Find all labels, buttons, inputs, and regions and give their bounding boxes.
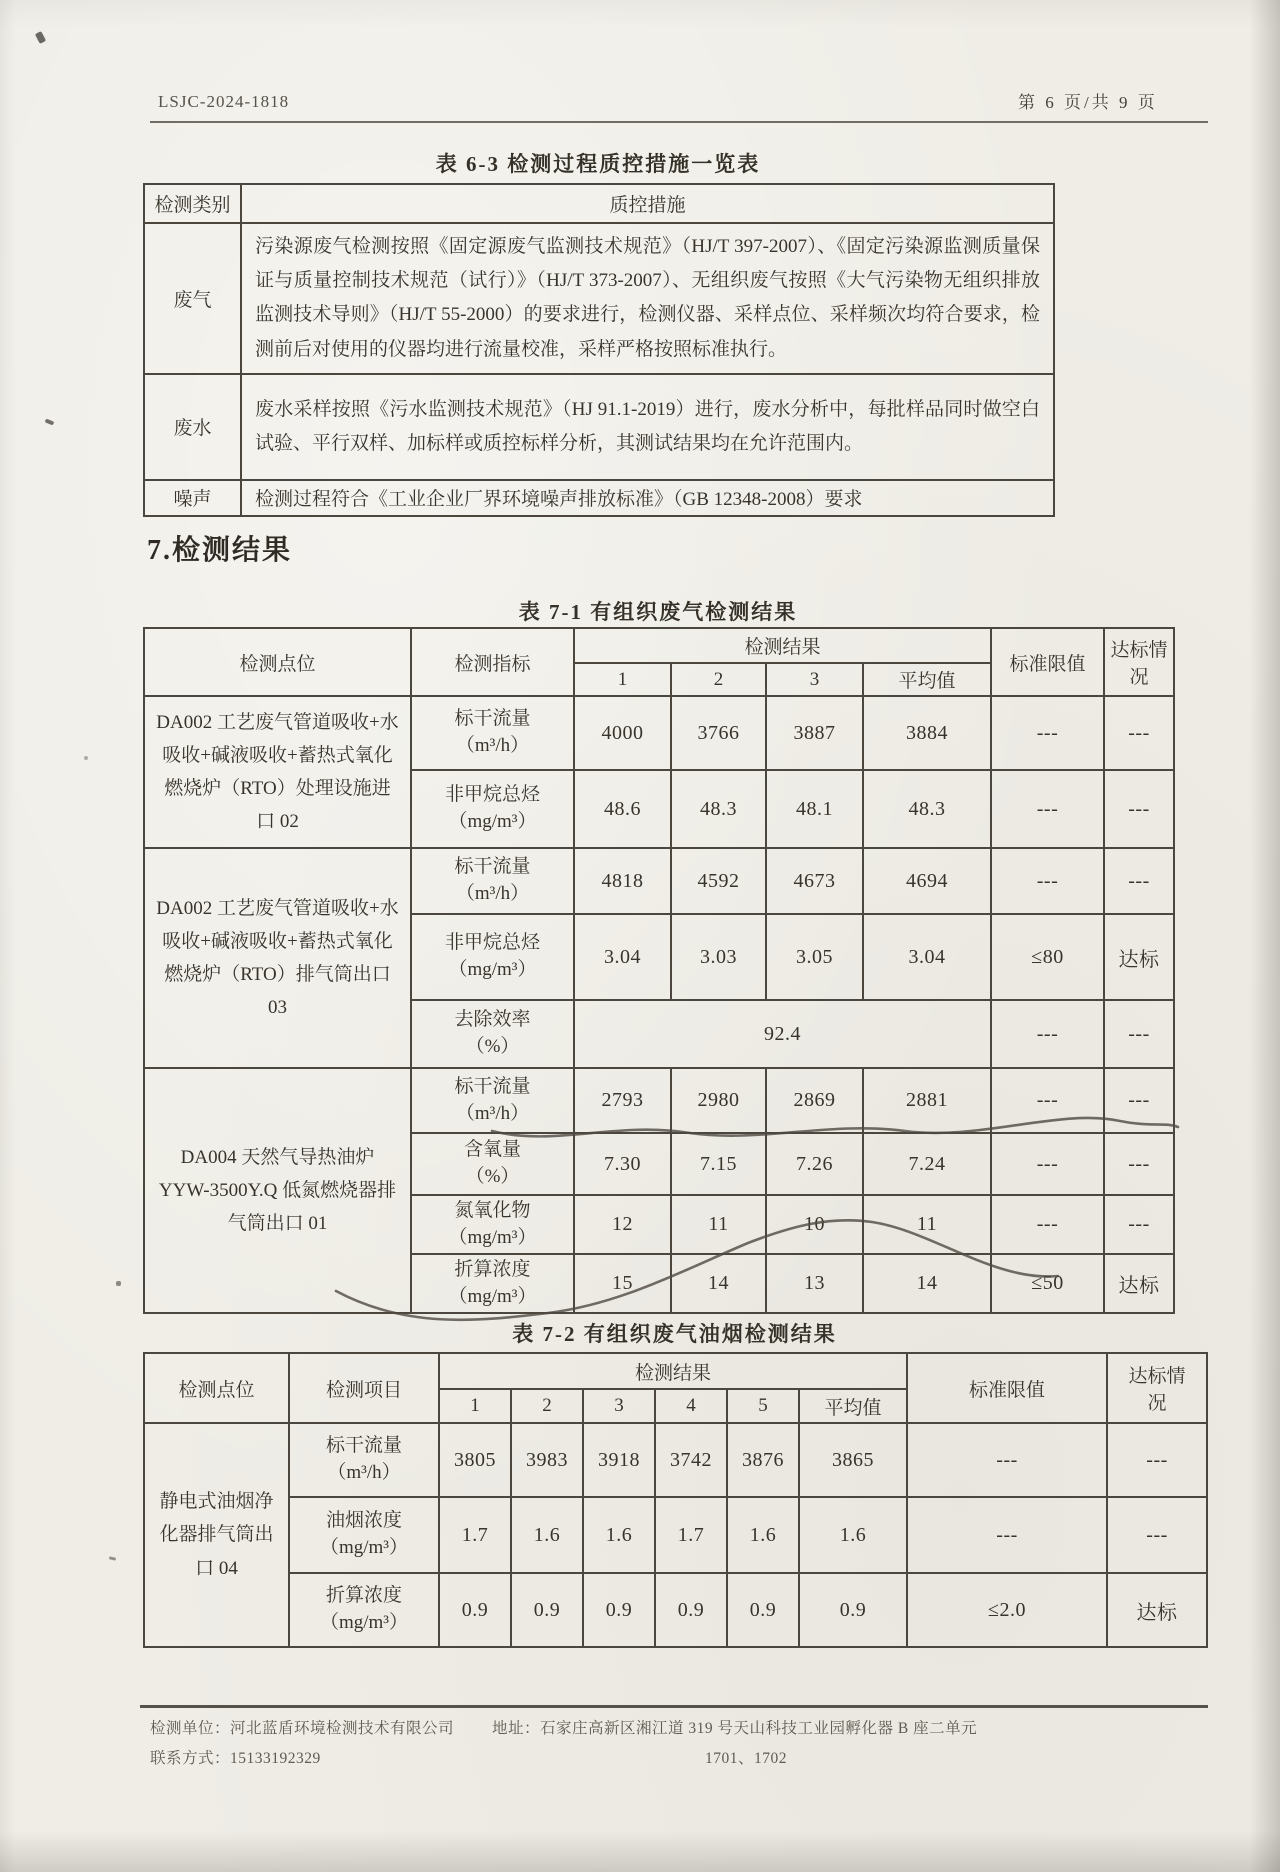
limit-value: ---: [907, 1497, 1107, 1573]
result-value: 3.04: [574, 914, 671, 1000]
table-row: [144, 628, 1174, 663]
column-header-measures: 质控措施: [241, 184, 1054, 223]
indicator-unit: （m³/h）: [455, 1102, 530, 1124]
page-indicator: 第 6 页/共 9 页: [1018, 93, 1158, 112]
ink-speck: [35, 31, 46, 44]
result-average: 4694: [863, 848, 991, 914]
header-run-2: 2: [511, 1389, 583, 1423]
item-name: 折算浓度: [325, 1585, 402, 1607]
result-value: 7.26: [766, 1133, 863, 1195]
result-value: 15: [574, 1254, 671, 1313]
indicator-cell: [411, 1195, 574, 1254]
footer-rule: [140, 1705, 1208, 1708]
measure-cell: 污染源废气检测按照《固定源废气监测技术规范》（HJ/T 397-2007）、《固定污染源监测质量保证与质量控制技术规范（试行）》（HJ/T 373-2007）、无组织废气按照《大气污染物无组织排放监测技术导则》（HJ/T 55-2000）的要求进行，检测仪器、采样点位、采样频次均符合要求，检测前后对使用的仪器均进行流量校准，采样严格按照标准执行。: [241, 223, 1054, 374]
result-value: 1.6: [511, 1497, 583, 1573]
result-average: 48.3: [863, 770, 991, 848]
header-point: 检测点位: [144, 1353, 289, 1423]
ink-speck: [116, 1281, 121, 1286]
result-value: 10: [766, 1195, 863, 1254]
result-value: 48.6: [574, 770, 671, 848]
item-cell: [289, 1573, 439, 1647]
limit-value: ---: [991, 1000, 1104, 1068]
result-value: 4673: [766, 848, 863, 914]
measure-cell: 废水采样按照《污水监测技术规范》（HJ 91.1-2019）进行，废水分析中，每批样品同时做空白试验、平行双样、加标样或质控标样分析，其测试结果均在允许范围内。: [241, 374, 1054, 480]
indicator-cell: [411, 914, 574, 1000]
result-value: 48.3: [671, 770, 766, 848]
compliance-value: 达标: [1107, 1573, 1207, 1647]
compliance-value: ---: [1107, 1423, 1207, 1497]
limit-value: ---: [991, 1133, 1104, 1195]
result-value: 0.9: [511, 1573, 583, 1647]
result-value: 14: [671, 1254, 766, 1313]
monitoring-point: DA004 天然气导热油炉 YYW-3500Y.Q 低氮燃烧器排气筒出口 01: [144, 1068, 411, 1313]
compliance-value: ---: [1104, 1068, 1174, 1133]
column-header-category: 检测类别: [144, 184, 241, 223]
item-unit: （mg/m³）: [319, 1537, 409, 1558]
result-value: 48.1: [766, 770, 863, 848]
item-name: 油烟浓度: [325, 1510, 402, 1532]
compliance-value: ---: [1107, 1497, 1207, 1573]
table-6-3: [143, 183, 1055, 517]
header-limit: 标准限值: [907, 1353, 1107, 1423]
header-limit: 标准限值: [991, 628, 1104, 696]
indicator-name: 标干流量: [454, 856, 531, 878]
indicator-name: 非甲烷总烃: [444, 784, 540, 806]
ink-speck: [45, 418, 55, 425]
header-run-1: 1: [574, 663, 671, 696]
header-run-2: 2: [671, 663, 766, 696]
indicator-name: 标干流量: [454, 708, 531, 730]
table-row: [144, 1353, 1207, 1389]
result-value: 3766: [671, 696, 766, 770]
document-number: LSJC-2024-1818: [158, 92, 290, 111]
result-average: 7.24: [863, 1133, 991, 1195]
footer-phone: 联系方式：15133192329: [150, 1750, 321, 1767]
result-value: 4000: [574, 696, 671, 770]
table-row: [144, 480, 1054, 516]
table-row: [144, 184, 1054, 223]
limit-value: ---: [991, 1195, 1104, 1254]
compliance-value: ---: [1104, 770, 1174, 848]
table-row: [144, 1573, 1207, 1647]
indicator-cell: [411, 848, 574, 914]
header-results-group: 检测结果: [439, 1353, 907, 1389]
header-item: 检测项目: [289, 1353, 439, 1423]
limit-value: ---: [991, 1068, 1104, 1133]
compliance-value: ---: [1104, 1133, 1174, 1195]
monitoring-point: DA002 工艺废气管道吸收+水吸收+碱液吸收+蓄热式氧化燃烧炉（RTO）排气筒出口 03: [144, 848, 411, 1068]
result-value: 7.30: [574, 1133, 671, 1195]
indicator-unit: （%）: [465, 1036, 520, 1057]
indicator-name: 折算浓度: [454, 1259, 531, 1281]
header-run-3: 3: [766, 663, 863, 696]
result-value: 1.7: [655, 1497, 727, 1573]
result-value: 2980: [671, 1068, 766, 1133]
indicator-cell: [411, 1133, 574, 1195]
item-cell: [289, 1423, 439, 1497]
result-value: 3742: [655, 1423, 727, 1497]
table-7-2: [143, 1352, 1208, 1648]
indicator-unit: （%）: [465, 1166, 520, 1187]
result-average: 14: [863, 1254, 991, 1313]
item-unit: （mg/m³）: [319, 1612, 409, 1633]
category-cell: 废气: [144, 223, 241, 374]
result-value: 3887: [766, 696, 863, 770]
result-value: 3918: [583, 1423, 655, 1497]
item-unit: （m³/h）: [327, 1462, 401, 1483]
table-row: [144, 1497, 1207, 1573]
result-average: 0.9: [799, 1573, 907, 1647]
result-value: 3805: [439, 1423, 511, 1497]
result-value: 0.9: [439, 1573, 511, 1647]
footer-address-line1: 地址：石家庄高新区湘江道 319 号天山科技工业园孵化器 B 座二单元: [492, 1720, 978, 1737]
result-value: 1.7: [439, 1497, 511, 1573]
indicator-unit: （mg/m³）: [448, 959, 537, 980]
header-point: 检测点位: [144, 628, 411, 696]
measure-cell: 检测过程符合《工业企业厂界环境噪声排放标准》（GB 12348-2008）要求: [241, 480, 1054, 516]
header-indicator: 检测指标: [411, 628, 574, 696]
result-value: 0.9: [727, 1573, 799, 1647]
table-row: [144, 1423, 1207, 1497]
indicator-name: 含氧量: [463, 1139, 521, 1161]
result-value: 3876: [727, 1423, 799, 1497]
result-value: 12: [574, 1195, 671, 1254]
result-average: 3.04: [863, 914, 991, 1000]
ink-speck: [109, 1556, 116, 1560]
result-value: 2869: [766, 1068, 863, 1133]
ink-speck: [84, 756, 88, 760]
compliance-value: ---: [1104, 696, 1174, 770]
result-value: 4592: [671, 848, 766, 914]
header-run-1: 1: [439, 1389, 511, 1423]
compliance-value: ---: [1104, 848, 1174, 914]
table-7-1: [143, 627, 1175, 1314]
compliance-value: 达标: [1104, 914, 1174, 1000]
result-value: 1.6: [583, 1497, 655, 1573]
indicator-unit: （m³/h）: [455, 883, 530, 904]
header-compliance: 达标情况: [1104, 628, 1174, 696]
result-value: 3.03: [671, 914, 766, 1000]
header-run-4: 4: [655, 1389, 727, 1423]
monitoring-point: 静电式油烟净化器排气筒出口 04: [144, 1423, 289, 1647]
result-average: 2881: [863, 1068, 991, 1133]
result-average: 1.6: [799, 1497, 907, 1573]
limit-value: ≤2.0: [907, 1573, 1107, 1647]
table-row: [144, 1068, 1174, 1133]
result-value: 3983: [511, 1423, 583, 1497]
table-7-1-title: 表 7-1 有组织废气检测结果: [518, 600, 798, 624]
item-name: 标干流量: [325, 1435, 402, 1457]
indicator-cell: [411, 696, 574, 770]
result-value: 13: [766, 1254, 863, 1313]
indicator-cell: [411, 1068, 574, 1133]
result-value: 4818: [574, 848, 671, 914]
monitoring-point: DA002 工艺废气管道吸收+水吸收+碱液吸收+蓄热式氧化燃烧炉（RTO）处理设施进口 02: [144, 696, 411, 848]
result-value: 3.05: [766, 914, 863, 1000]
result-average: 3884: [863, 696, 991, 770]
compliance-value: ---: [1104, 1000, 1174, 1068]
result-value: 2793: [574, 1068, 671, 1133]
table-row: [144, 848, 1174, 914]
header-run-avg: 平均值: [799, 1389, 907, 1423]
table-row: [144, 374, 1054, 480]
result-average: 3865: [799, 1423, 907, 1497]
indicator-name: 非甲烷总烃: [444, 932, 540, 954]
header-results-group: 检测结果: [574, 628, 991, 663]
limit-value: ≤50: [991, 1254, 1104, 1313]
header-run-5: 5: [727, 1389, 799, 1423]
indicator-unit: （mg/m³）: [448, 1285, 537, 1307]
indicator-unit: （mg/m³）: [448, 1226, 537, 1248]
result-merged-value: 92.4: [574, 1000, 991, 1068]
footer-testing-unit: 检测单位：河北蓝盾环境检测技术有限公司: [150, 1720, 455, 1737]
header-run-3: 3: [583, 1389, 655, 1423]
item-cell: [289, 1497, 439, 1573]
result-value: 0.9: [583, 1573, 655, 1647]
section-7-heading: 7.检测结果: [147, 535, 293, 566]
indicator-name: 去除效率: [454, 1009, 531, 1031]
result-value: 1.6: [727, 1497, 799, 1573]
limit-value: ≤80: [991, 914, 1104, 1000]
result-average: 11: [863, 1195, 991, 1254]
table-7-2-title: 表 7-2 有组织废气油烟检测结果: [512, 1322, 837, 1346]
compliance-value: ---: [1104, 1195, 1174, 1254]
result-value: 7.15: [671, 1133, 766, 1195]
limit-value: ---: [991, 696, 1104, 770]
result-value: 11: [671, 1195, 766, 1254]
limit-value: ---: [907, 1423, 1107, 1497]
table-row: [144, 696, 1174, 770]
indicator-cell: [411, 1254, 574, 1313]
header-rule: [150, 121, 1208, 123]
limit-value: ---: [991, 770, 1104, 848]
header-run-avg: 平均值: [863, 663, 991, 696]
indicator-name: 标干流量: [454, 1075, 531, 1097]
indicator-name: 氮氧化物: [454, 1200, 531, 1221]
result-value: 0.9: [655, 1573, 727, 1647]
header-compliance: 达标情况: [1107, 1353, 1207, 1423]
indicator-unit: （m³/h）: [455, 735, 530, 756]
compliance-value: 达标: [1104, 1254, 1174, 1313]
indicator-cell: [411, 1000, 574, 1068]
table-row: [144, 223, 1054, 374]
category-cell: 噪声: [144, 480, 241, 516]
category-cell: 废水: [144, 374, 241, 480]
limit-value: ---: [991, 848, 1104, 914]
table-6-3-title: 表 6-3 检测过程质控措施一览表: [435, 152, 761, 176]
indicator-unit: （mg/m³）: [448, 811, 537, 832]
footer-address-line2: 1701、1702: [705, 1750, 788, 1767]
indicator-cell: [411, 770, 574, 848]
